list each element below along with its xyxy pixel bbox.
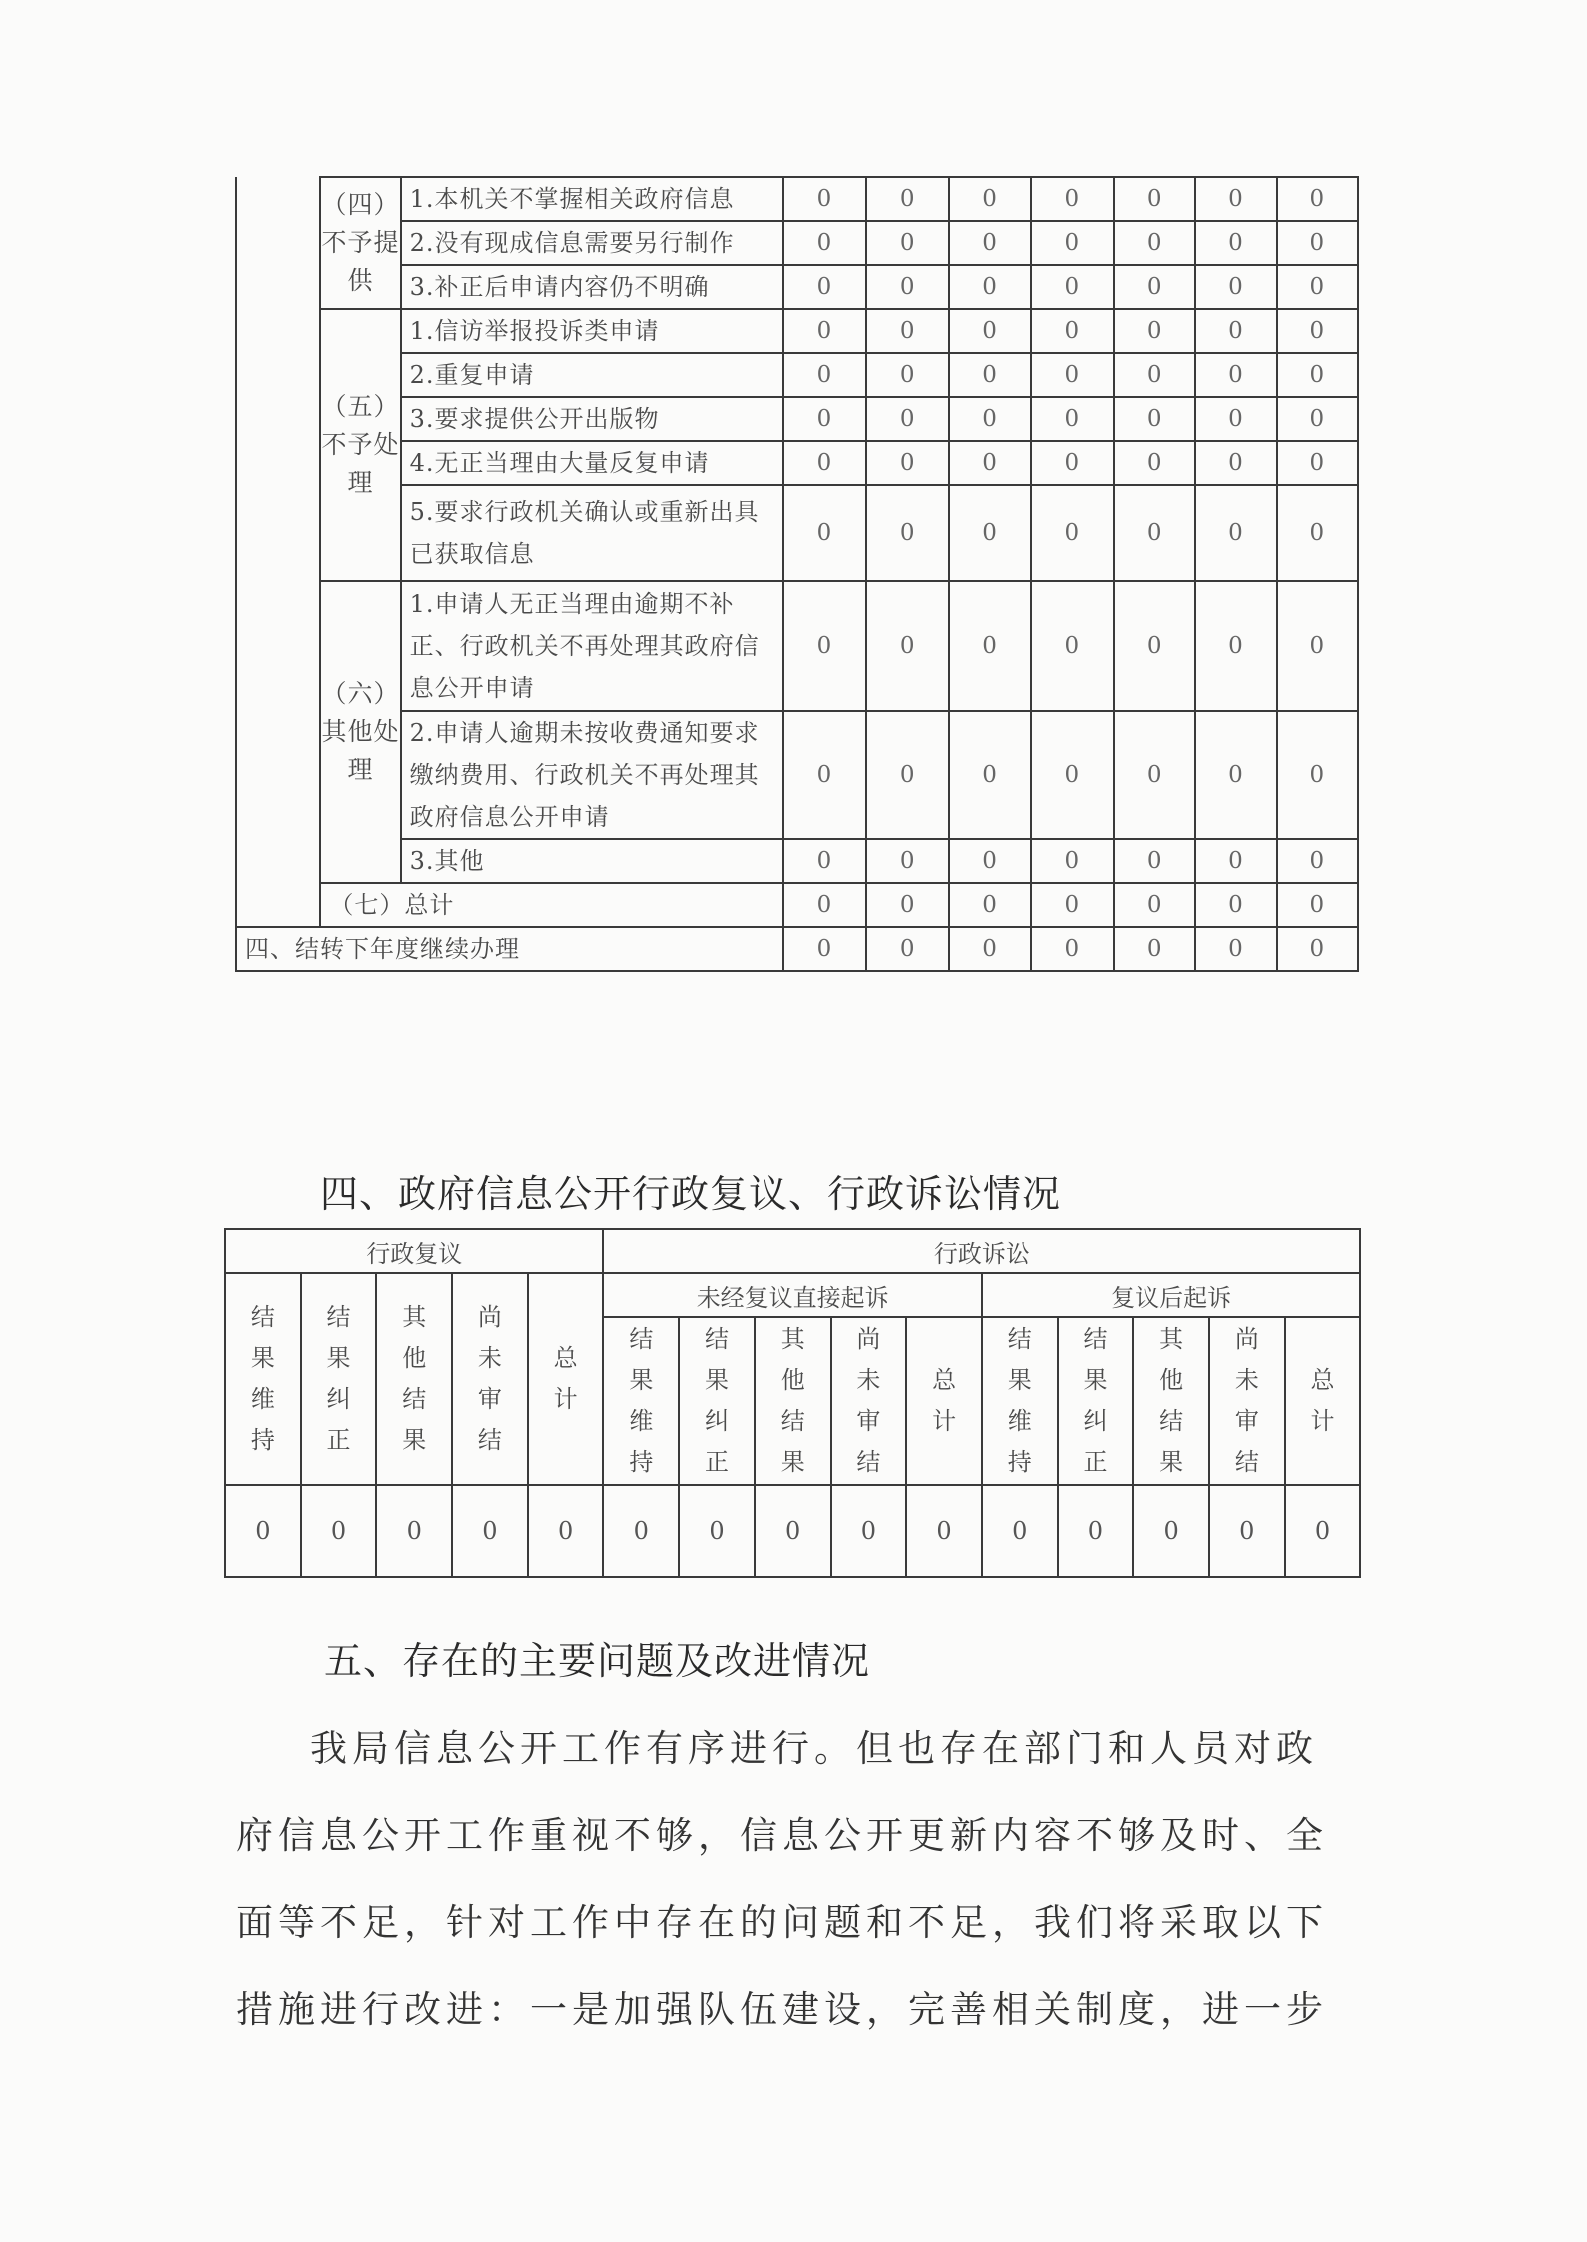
table-row <box>236 177 1358 221</box>
value-cell: 0 <box>866 221 949 265</box>
value-cell: 0 <box>949 221 1030 265</box>
column-label: 总 计 <box>1285 1317 1361 1485</box>
value-cell: 0 <box>1195 485 1276 581</box>
value-cell: 0 <box>1114 441 1195 485</box>
row-label: 4.无正当理由大量反复申请 <box>401 441 783 485</box>
row-label: 1.信访举报投诉类申请 <box>401 309 783 353</box>
value-cell: 0 <box>906 1485 982 1577</box>
value-cell: 0 <box>949 581 1030 711</box>
value-cell: 0 <box>1031 221 1114 265</box>
value-cell: 0 <box>949 711 1030 839</box>
header-row <box>225 1229 1360 1273</box>
header-row <box>225 1273 1360 1317</box>
value-cell: 0 <box>1114 397 1195 441</box>
value-cell: 0 <box>982 1485 1058 1577</box>
value-cell: 0 <box>301 1485 377 1577</box>
header-after-review: 复议后起诉 <box>982 1273 1360 1317</box>
value-cell: 0 <box>1058 1485 1134 1577</box>
value-cell: 0 <box>783 397 866 441</box>
value-cell: 0 <box>783 221 866 265</box>
header-direct-suit: 未经复议直接起诉 <box>603 1273 981 1317</box>
value-cell: 0 <box>783 353 866 397</box>
header-litigation: 行政诉讼 <box>603 1229 1360 1273</box>
value-row <box>225 1485 1360 1577</box>
value-cell: 0 <box>1277 485 1358 581</box>
value-cell: 0 <box>1031 581 1114 711</box>
value-cell: 0 <box>1031 265 1114 309</box>
value-cell: 0 <box>1114 927 1195 971</box>
row-label: 1.本机关不掌握相关政府信息 <box>401 177 783 221</box>
outer-category-cell <box>236 177 320 927</box>
column-label: 结 果 纠 正 <box>679 1317 755 1485</box>
value-cell: 0 <box>1031 927 1114 971</box>
column-label: 其 他 结 果 <box>755 1317 831 1485</box>
value-cell: 0 <box>949 441 1030 485</box>
column-label: 其 他 结 果 <box>376 1273 452 1485</box>
value-cell: 0 <box>1195 177 1276 221</box>
value-cell: 0 <box>1195 711 1276 839</box>
header-review: 行政复议 <box>225 1229 603 1273</box>
value-cell: 0 <box>783 883 866 927</box>
column-label: 结 果 纠 正 <box>1058 1317 1134 1485</box>
column-label: 结 果 维 持 <box>225 1273 301 1485</box>
table-row <box>236 309 1358 353</box>
value-cell: 0 <box>866 581 949 711</box>
value-cell: 0 <box>1031 485 1114 581</box>
value-cell: 0 <box>1195 927 1276 971</box>
column-label: 其 他 结 果 <box>1133 1317 1209 1485</box>
value-cell: 0 <box>1277 265 1358 309</box>
column-label: 结 果 维 持 <box>603 1317 679 1485</box>
value-cell: 0 <box>1031 309 1114 353</box>
value-cell: 0 <box>1031 839 1114 883</box>
group-label: （六）其他处理 <box>320 581 400 883</box>
problems-paragraph <box>236 1705 1346 2053</box>
column-label: 总 计 <box>906 1317 982 1485</box>
value-cell: 0 <box>949 397 1030 441</box>
value-cell: 0 <box>1277 221 1358 265</box>
value-cell: 0 <box>783 441 866 485</box>
value-cell: 0 <box>1195 265 1276 309</box>
column-label: 总 计 <box>528 1273 604 1485</box>
paragraph-text: 我局信息公开工作有序进行。但也存在部门和人员对政府信息公开工作重视不够，信息公开更新内容不够及时、全面等不足，针对工作中存在的问题和不足，我们将采取以下措施进行改进：一是加强队伍建设，完善相关制度，进一步 <box>236 1727 1328 2031</box>
value-cell: 0 <box>225 1485 301 1577</box>
value-cell: 0 <box>1031 353 1114 397</box>
row-label: 2.申请人逾期未按收费通知要求缴纳费用、行政机关不再处理其政府信息公开申请 <box>401 711 783 839</box>
value-cell: 0 <box>1195 839 1276 883</box>
column-label: 结 果 纠 正 <box>301 1273 377 1485</box>
review-litigation-table <box>224 1228 1361 1578</box>
value-cell: 0 <box>1285 1485 1361 1577</box>
value-cell: 0 <box>783 711 866 839</box>
table-row <box>236 581 1358 711</box>
value-cell: 0 <box>1277 711 1358 839</box>
value-cell: 0 <box>1114 309 1195 353</box>
table-row <box>236 221 1358 265</box>
table-row <box>236 441 1358 485</box>
value-cell: 0 <box>1195 353 1276 397</box>
value-cell: 0 <box>783 309 866 353</box>
value-cell: 0 <box>1114 265 1195 309</box>
value-cell: 0 <box>1195 309 1276 353</box>
value-cell: 0 <box>866 927 949 971</box>
row-label: 5.要求行政机关确认或重新出具已获取信息 <box>401 485 783 581</box>
carry-row <box>236 927 1358 971</box>
application-outcome-table <box>235 176 1359 972</box>
value-cell: 0 <box>866 177 949 221</box>
value-cell: 0 <box>1031 177 1114 221</box>
value-cell: 0 <box>755 1485 831 1577</box>
value-cell: 0 <box>1114 485 1195 581</box>
value-cell: 0 <box>1114 839 1195 883</box>
value-cell: 0 <box>866 353 949 397</box>
value-cell: 0 <box>452 1485 528 1577</box>
table-row <box>236 839 1358 883</box>
value-cell: 0 <box>783 485 866 581</box>
value-cell: 0 <box>1277 883 1358 927</box>
value-cell: 0 <box>949 839 1030 883</box>
value-cell: 0 <box>603 1485 679 1577</box>
value-cell: 0 <box>1195 441 1276 485</box>
value-cell: 0 <box>866 265 949 309</box>
value-cell: 0 <box>1133 1485 1209 1577</box>
value-cell: 0 <box>1277 839 1358 883</box>
value-cell: 0 <box>831 1485 907 1577</box>
total-row <box>236 883 1358 927</box>
row-label: 1.申请人无正当理由逾期不补正、行政机关不再处理其政府信息公开申请 <box>401 581 783 711</box>
value-cell: 0 <box>1195 581 1276 711</box>
value-cell: 0 <box>1031 441 1114 485</box>
value-cell: 0 <box>783 927 866 971</box>
table-row <box>236 353 1358 397</box>
value-cell: 0 <box>783 265 866 309</box>
value-cell: 0 <box>1209 1485 1285 1577</box>
value-cell: 0 <box>1114 353 1195 397</box>
group-label: （四）不予提供 <box>320 177 400 309</box>
value-cell: 0 <box>866 839 949 883</box>
column-label: 尚 未 审 结 <box>452 1273 528 1485</box>
value-cell: 0 <box>1114 221 1195 265</box>
value-cell: 0 <box>1031 397 1114 441</box>
value-cell: 0 <box>1277 581 1358 711</box>
table-row <box>236 485 1358 581</box>
value-cell: 0 <box>949 353 1030 397</box>
section-heading-review: 四、政府信息公开行政复议、行政诉讼情况 <box>320 1172 1062 1216</box>
value-cell: 0 <box>866 883 949 927</box>
column-label: 尚 未 审 结 <box>1209 1317 1285 1485</box>
value-cell: 0 <box>866 441 949 485</box>
value-cell: 0 <box>1031 883 1114 927</box>
value-cell: 0 <box>949 927 1030 971</box>
value-cell: 0 <box>1195 883 1276 927</box>
value-cell: 0 <box>866 397 949 441</box>
value-cell: 0 <box>1195 221 1276 265</box>
value-cell: 0 <box>783 177 866 221</box>
value-cell: 0 <box>1031 711 1114 839</box>
table-row <box>236 711 1358 839</box>
value-cell: 0 <box>783 839 866 883</box>
column-label: 结 果 维 持 <box>982 1317 1058 1485</box>
value-cell: 0 <box>528 1485 604 1577</box>
value-cell: 0 <box>1114 711 1195 839</box>
value-cell: 0 <box>949 485 1030 581</box>
value-cell: 0 <box>1195 397 1276 441</box>
row-label: 2.重复申请 <box>401 353 783 397</box>
value-cell: 0 <box>866 711 949 839</box>
value-cell: 0 <box>1277 353 1358 397</box>
row-label: 3.要求提供公开出版物 <box>401 397 783 441</box>
row-label: 3.其他 <box>401 839 783 883</box>
table-row <box>236 265 1358 309</box>
value-cell: 0 <box>1114 581 1195 711</box>
value-cell: 0 <box>1277 397 1358 441</box>
value-cell: 0 <box>783 581 866 711</box>
row-label: 3.补正后申请内容仍不明确 <box>401 265 783 309</box>
value-cell: 0 <box>1277 177 1358 221</box>
row-label: 2.没有现成信息需要另行制作 <box>401 221 783 265</box>
section-heading-problems: 五、存在的主要问题及改进情况 <box>324 1639 871 1683</box>
value-cell: 0 <box>1277 441 1358 485</box>
table-row <box>236 397 1358 441</box>
value-cell: 0 <box>376 1485 452 1577</box>
value-cell: 0 <box>949 177 1030 221</box>
value-cell: 0 <box>949 265 1030 309</box>
value-cell: 0 <box>1114 177 1195 221</box>
value-cell: 0 <box>949 309 1030 353</box>
group-label: （五）不予处理 <box>320 309 400 581</box>
value-cell: 0 <box>866 485 949 581</box>
value-cell: 0 <box>949 883 1030 927</box>
value-cell: 0 <box>679 1485 755 1577</box>
value-cell: 0 <box>1277 927 1358 971</box>
carry-label: 四、结转下年度继续办理 <box>236 927 783 971</box>
column-label: 尚 未 审 结 <box>831 1317 907 1485</box>
value-cell: 0 <box>1277 309 1358 353</box>
total-label: （七）总计 <box>320 883 782 927</box>
value-cell: 0 <box>866 309 949 353</box>
value-cell: 0 <box>1114 883 1195 927</box>
